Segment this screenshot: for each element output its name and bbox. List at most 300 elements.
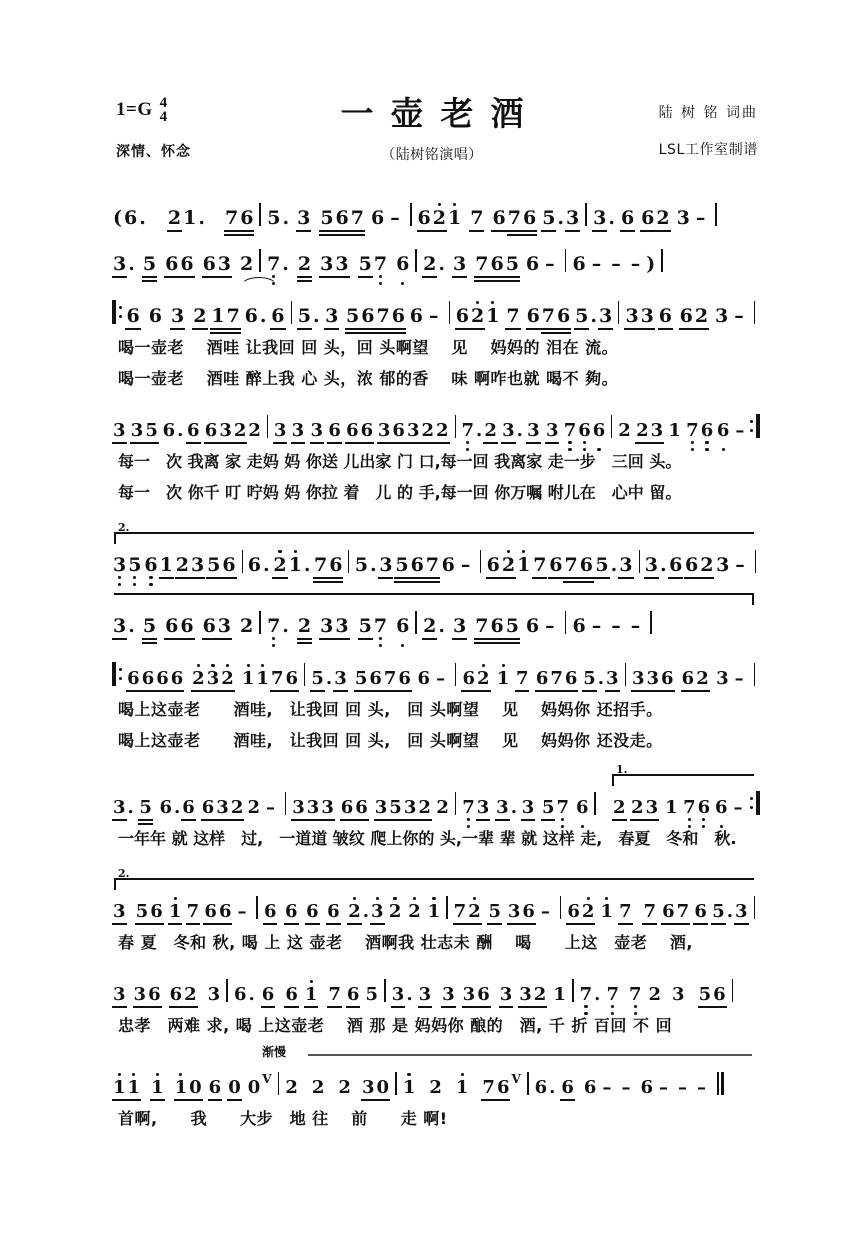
system-interlude-2 xyxy=(112,585,760,636)
note: 6 xyxy=(346,986,361,1004)
note: 1 xyxy=(667,422,682,440)
note: 6 xyxy=(201,799,216,817)
note: 2 xyxy=(388,903,403,921)
note: 3 xyxy=(714,307,729,326)
note: 1 xyxy=(496,670,511,688)
note: 7 xyxy=(224,209,239,228)
note: 5 xyxy=(711,903,726,921)
paren-close: ) xyxy=(645,255,656,274)
note: 3 xyxy=(334,617,349,636)
note: 5 xyxy=(144,422,159,440)
note: 7 xyxy=(327,986,342,1004)
note: 6 xyxy=(354,799,369,817)
note: 5 xyxy=(505,255,520,274)
note: 3 xyxy=(598,307,613,326)
note: 2 xyxy=(435,799,450,817)
note: 6 xyxy=(169,986,184,1004)
barline xyxy=(304,663,305,686)
duration-dot: . xyxy=(127,617,136,636)
note: 6 xyxy=(556,307,571,326)
note: 5 xyxy=(138,799,153,817)
note: 6 xyxy=(141,670,156,688)
duration-dot: . xyxy=(176,422,184,440)
volta-number: 2. xyxy=(118,521,129,534)
barline xyxy=(278,1072,280,1095)
note: 7 xyxy=(469,209,484,228)
barline xyxy=(565,611,567,634)
note: 2 xyxy=(612,799,627,817)
lyric-line: 一年年 就 这样 过, 一道道 皱纹 爬上你的 头,一辈 辈 就 这样 走, 春夏 冬和 秋. xyxy=(118,826,760,848)
note: 6 xyxy=(125,307,140,326)
note: 0 xyxy=(227,1079,242,1097)
note: 6 xyxy=(489,617,504,636)
note: 6 xyxy=(391,307,406,326)
barline xyxy=(449,301,450,324)
note: 6 xyxy=(221,556,236,575)
note: 2 xyxy=(337,1079,352,1097)
note: 6 xyxy=(489,255,504,274)
note: 7 xyxy=(618,903,633,921)
barline xyxy=(650,611,652,634)
note: 3 xyxy=(605,670,620,688)
barline xyxy=(732,979,734,1002)
duration-dot: . xyxy=(138,209,147,228)
note: 6 xyxy=(579,556,594,575)
note: 2 xyxy=(635,422,650,440)
barline xyxy=(384,979,386,1002)
system-intro-1 xyxy=(112,192,760,228)
note: 3 xyxy=(645,799,660,817)
duration-dot: . xyxy=(281,255,290,274)
note: 6 xyxy=(233,986,248,1004)
note: 5 xyxy=(574,307,589,326)
key-signature: 1=G xyxy=(116,99,153,121)
note: 6 xyxy=(370,209,385,228)
sustain-dash: – xyxy=(540,617,560,636)
duration-dot: . xyxy=(510,799,518,817)
volta-number: 2. xyxy=(118,867,129,880)
lyric-line: 喝一壶老 酒哇 醉上我 心 头，浓 郁的香 味 啊咋也就 喝不 夠。 xyxy=(118,366,760,388)
note: 6 xyxy=(263,903,278,921)
note: 3 xyxy=(495,799,510,817)
note: 6 xyxy=(658,307,673,326)
note: 7 xyxy=(676,903,691,921)
note: 7 xyxy=(642,903,657,921)
note: 6 xyxy=(162,422,177,440)
note: 6 xyxy=(270,307,285,326)
sustain-dash: – xyxy=(730,670,749,688)
note: 1 xyxy=(127,1079,142,1097)
note: 6 xyxy=(548,556,563,575)
note: 7 xyxy=(461,799,476,817)
note: 6 xyxy=(660,670,675,688)
lyric-line: 忠孝 两难 求, 喝 上这壶老 酒 那 是 妈妈你 酿的 酒, 千 折 百回 不 回 xyxy=(118,1013,760,1035)
note: 2 xyxy=(407,903,422,921)
system-chorus-4 xyxy=(112,968,760,1035)
note: 5 xyxy=(698,986,713,1004)
note: 3 xyxy=(441,986,456,1004)
repeat-start-barline xyxy=(112,662,121,686)
note: 1 xyxy=(288,556,303,575)
note: 3 xyxy=(291,799,306,817)
note: 6 xyxy=(697,799,712,817)
note: 6 xyxy=(143,556,158,575)
note: 6 xyxy=(181,799,196,817)
note: 5 xyxy=(266,209,281,228)
barline xyxy=(618,301,619,324)
note: 2 xyxy=(422,617,437,636)
note: 6 xyxy=(202,617,217,636)
note: 2 xyxy=(233,422,248,440)
duration-dot: . xyxy=(325,670,333,688)
note: 2 xyxy=(695,670,710,688)
note: 0 xyxy=(247,1079,262,1097)
note: 6 xyxy=(525,255,540,274)
note: 5 xyxy=(594,556,609,575)
note: 2 xyxy=(247,422,262,440)
note: 5 xyxy=(127,556,142,575)
breath-mark: V xyxy=(510,1072,521,1086)
note: 6 xyxy=(284,986,299,1004)
note: 3 xyxy=(476,799,491,817)
barline xyxy=(395,1072,397,1095)
duration-dot: . xyxy=(262,556,271,575)
note: 3 xyxy=(112,617,127,636)
note: 3 xyxy=(291,422,306,440)
sustain-dash: – xyxy=(626,617,646,636)
note: 2 xyxy=(476,670,491,688)
note: 7 xyxy=(186,903,201,921)
paren-open: ( xyxy=(112,209,123,228)
volta-bracket-1 xyxy=(114,766,760,781)
note: 6 xyxy=(496,1079,511,1097)
note: 1 xyxy=(664,799,679,817)
note: 3 xyxy=(403,799,418,817)
note: 6 xyxy=(147,986,162,1004)
note: 7 xyxy=(226,307,241,326)
note: 3 xyxy=(676,209,691,228)
engraver-credit: LSL工作室制谱 xyxy=(659,139,758,159)
barline xyxy=(560,896,561,919)
note: 3 xyxy=(306,799,321,817)
note: 7 xyxy=(461,422,476,440)
note: 6 xyxy=(564,670,579,688)
note: 6 xyxy=(620,209,635,228)
note: 2 xyxy=(648,986,663,1004)
page-title: 一壶老酒 xyxy=(0,88,864,135)
note: 3 xyxy=(112,799,127,817)
note: 7 xyxy=(350,209,365,228)
note: 6 xyxy=(526,307,541,326)
duration-dot: . xyxy=(607,209,616,228)
note: 5 xyxy=(358,617,373,636)
lyric-line: 春 夏 冬和 秋, 喝 上 这 壶老 酒啊我 壮志未 酬 喝 上这 壶老 酒, xyxy=(118,930,760,952)
note: 3 xyxy=(499,986,514,1004)
note: 2 xyxy=(192,307,207,326)
note: 5 xyxy=(487,903,502,921)
note: 7 xyxy=(563,422,578,440)
note: 3 xyxy=(112,903,127,921)
note: 6 xyxy=(700,422,715,440)
note: 2 xyxy=(272,556,287,575)
note: 6 xyxy=(155,670,170,688)
note: 2 xyxy=(239,255,254,274)
barline xyxy=(259,249,261,272)
note: 2 xyxy=(297,617,312,636)
note: 6 xyxy=(535,670,550,688)
barline xyxy=(715,203,717,226)
volta-number: 1. xyxy=(616,763,627,776)
duration-dot: . xyxy=(437,255,446,274)
duration-dot: . xyxy=(516,422,524,440)
system-chorus-3 xyxy=(112,870,760,952)
note: 7 xyxy=(507,209,522,228)
note: 2 xyxy=(483,422,498,440)
note: 6 xyxy=(566,903,581,921)
sustain-dash: – xyxy=(691,209,711,228)
duration-dot: . xyxy=(597,670,605,688)
barline xyxy=(455,792,456,815)
note: 1 xyxy=(304,986,319,1004)
performer-subtitle: （陆树铭演唱） xyxy=(0,144,864,164)
note: 3 xyxy=(462,986,477,1004)
barline xyxy=(415,611,417,634)
note: 1 xyxy=(447,209,462,228)
note: 6 xyxy=(521,903,536,921)
note: 5 xyxy=(354,670,369,688)
duration-dot: . xyxy=(593,986,601,1004)
note: 2 xyxy=(470,307,485,326)
note: 5 xyxy=(319,209,334,228)
repeat-end-barline xyxy=(753,414,760,438)
duration-dot: . xyxy=(281,617,290,636)
note: 7 xyxy=(579,986,594,1004)
note: 6 xyxy=(149,903,164,921)
note: 3 xyxy=(406,422,421,440)
barline xyxy=(611,415,612,438)
sustain-dash: – xyxy=(540,255,560,274)
note: 7 xyxy=(266,255,281,274)
note: 2 xyxy=(167,209,182,228)
note: 3 xyxy=(644,556,659,575)
note: 6 xyxy=(204,422,219,440)
note: 6 xyxy=(534,1079,549,1097)
note: 6 xyxy=(679,307,694,326)
note: 6 xyxy=(328,556,343,575)
sustain-dash: – xyxy=(261,799,280,817)
duration-dot: . xyxy=(659,556,668,575)
duration-dot: . xyxy=(610,556,619,575)
note: 3 xyxy=(333,670,348,688)
note: 2 xyxy=(191,670,206,688)
note: 0 xyxy=(375,1079,390,1097)
note: 6 xyxy=(327,422,342,440)
sustain-dash: – xyxy=(730,422,749,440)
note: 3 xyxy=(521,799,536,817)
note: 7 xyxy=(628,986,643,1004)
note: 3 xyxy=(631,670,646,688)
note: 6 xyxy=(148,307,163,326)
note: 3 xyxy=(671,986,686,1004)
note: 5 xyxy=(297,307,312,326)
barline xyxy=(285,792,286,815)
duration-dot: . xyxy=(437,617,446,636)
note: 2 xyxy=(417,799,432,817)
barline xyxy=(256,896,257,919)
time-signature-numerator: 4 xyxy=(160,97,168,111)
note: 6 xyxy=(170,670,185,688)
note: 2 xyxy=(694,307,709,326)
rit-label: 渐慢 xyxy=(262,1043,286,1060)
note: 2 xyxy=(617,422,632,440)
note: 1 xyxy=(150,1079,165,1097)
note: 3 xyxy=(715,556,730,575)
note: 3 xyxy=(112,556,127,575)
note: 3 xyxy=(526,422,541,440)
system-chorus-2 xyxy=(112,766,760,848)
duration-dot: . xyxy=(556,209,565,228)
barline xyxy=(446,896,447,919)
sustain-dash: – xyxy=(424,307,444,326)
sustain-dash: – xyxy=(587,255,607,274)
note: 5 xyxy=(142,617,157,636)
note: 3 xyxy=(273,422,288,440)
barline xyxy=(661,249,663,272)
note: 6 xyxy=(179,617,194,636)
note: 3 xyxy=(618,556,633,575)
sustain-dash: – xyxy=(606,255,626,274)
score-header xyxy=(0,96,864,182)
note: 3 xyxy=(418,986,433,1004)
note: 5 xyxy=(541,209,556,228)
note: 3 xyxy=(190,556,205,575)
note-row xyxy=(112,968,760,1004)
note: 2 xyxy=(630,799,645,817)
note: 5 xyxy=(394,556,409,575)
note: 6 xyxy=(668,556,683,575)
note: 3 xyxy=(112,422,127,440)
credit-block xyxy=(659,102,758,159)
barline xyxy=(754,663,755,686)
note: 1 xyxy=(210,307,225,326)
note: 3 xyxy=(545,422,560,440)
note: 2 xyxy=(246,799,261,817)
note: 5 xyxy=(582,670,597,688)
system-coda xyxy=(112,1045,760,1128)
note: 2 xyxy=(435,422,450,440)
note: 6 xyxy=(179,255,194,274)
note-row xyxy=(112,1061,760,1097)
note: 1 xyxy=(516,556,531,575)
barline xyxy=(572,979,574,1002)
sustain-dash: – xyxy=(597,1079,616,1097)
breath-mark: V xyxy=(261,1072,272,1086)
note: 5 xyxy=(206,556,221,575)
note: 1 xyxy=(112,1079,127,1097)
note: 2 xyxy=(284,1079,299,1097)
note: 6 xyxy=(186,422,201,440)
barline xyxy=(226,979,228,1002)
note: 6 xyxy=(441,556,456,575)
note: 6 xyxy=(639,1079,654,1097)
note: 6 xyxy=(455,307,470,326)
note: 6 xyxy=(417,670,432,688)
note: 1 xyxy=(485,307,500,326)
note: 7 xyxy=(532,556,547,575)
note: 5 xyxy=(354,556,369,575)
lyric-line: 喝上这壶老 酒哇, 让我回 回 头, 回 头啊望 见 妈妈你 还招手。 xyxy=(118,697,760,719)
note: 6 xyxy=(592,422,607,440)
note: 6 xyxy=(522,209,537,228)
sustain-dash: – xyxy=(730,556,750,575)
note: 6 xyxy=(716,422,731,440)
note: 6 xyxy=(525,617,540,636)
note: 2 xyxy=(432,209,447,228)
note: 2 xyxy=(183,986,198,1004)
note: 7 xyxy=(383,670,398,688)
note: 3 xyxy=(452,255,467,274)
note: 3 xyxy=(518,986,533,1004)
note: 6 xyxy=(345,422,360,440)
note: 6 xyxy=(712,986,727,1004)
system-intro-2 xyxy=(112,238,760,274)
note: 6 xyxy=(640,209,655,228)
note: 7 xyxy=(373,255,388,274)
note: 1 xyxy=(174,1079,189,1097)
note: 2 xyxy=(428,1079,443,1097)
note: 2 xyxy=(420,422,435,440)
note: 6 xyxy=(247,556,262,575)
duration-dot: . xyxy=(173,799,181,817)
note-row xyxy=(112,885,760,921)
note: 6 xyxy=(560,1079,575,1097)
note: 6 xyxy=(244,307,259,326)
note-row xyxy=(112,290,760,326)
note: 6 xyxy=(714,799,729,817)
note: 6 xyxy=(476,986,491,1004)
note: 6 xyxy=(158,799,173,817)
score-body xyxy=(0,192,864,1128)
note: 7 xyxy=(541,307,556,326)
note: 1 xyxy=(159,556,174,575)
note: 6 xyxy=(368,670,383,688)
note: 7 xyxy=(481,1079,496,1097)
note: 3 xyxy=(370,903,385,921)
note: 2 xyxy=(347,903,362,921)
note: 3 xyxy=(361,1079,376,1097)
sustain-dash: – xyxy=(673,1079,692,1097)
note: 6 xyxy=(583,1079,598,1097)
note: 6 xyxy=(164,255,179,274)
note: 6 xyxy=(409,307,424,326)
note: 1 xyxy=(552,986,567,1004)
note: 3 xyxy=(112,255,127,274)
note: 5 xyxy=(505,617,520,636)
note: 2 xyxy=(175,556,190,575)
barline xyxy=(259,203,261,226)
volta-bracket-2 xyxy=(114,524,760,539)
repeat-start-barline xyxy=(112,300,120,324)
duration-dot: . xyxy=(259,307,268,326)
barline xyxy=(259,611,261,634)
note: 3 xyxy=(334,255,349,274)
note: 3 xyxy=(206,670,221,688)
note: 1 xyxy=(600,903,615,921)
barline xyxy=(455,415,456,438)
note: 3 xyxy=(296,209,311,228)
duration-dot: . xyxy=(589,307,598,326)
barline xyxy=(291,301,292,324)
